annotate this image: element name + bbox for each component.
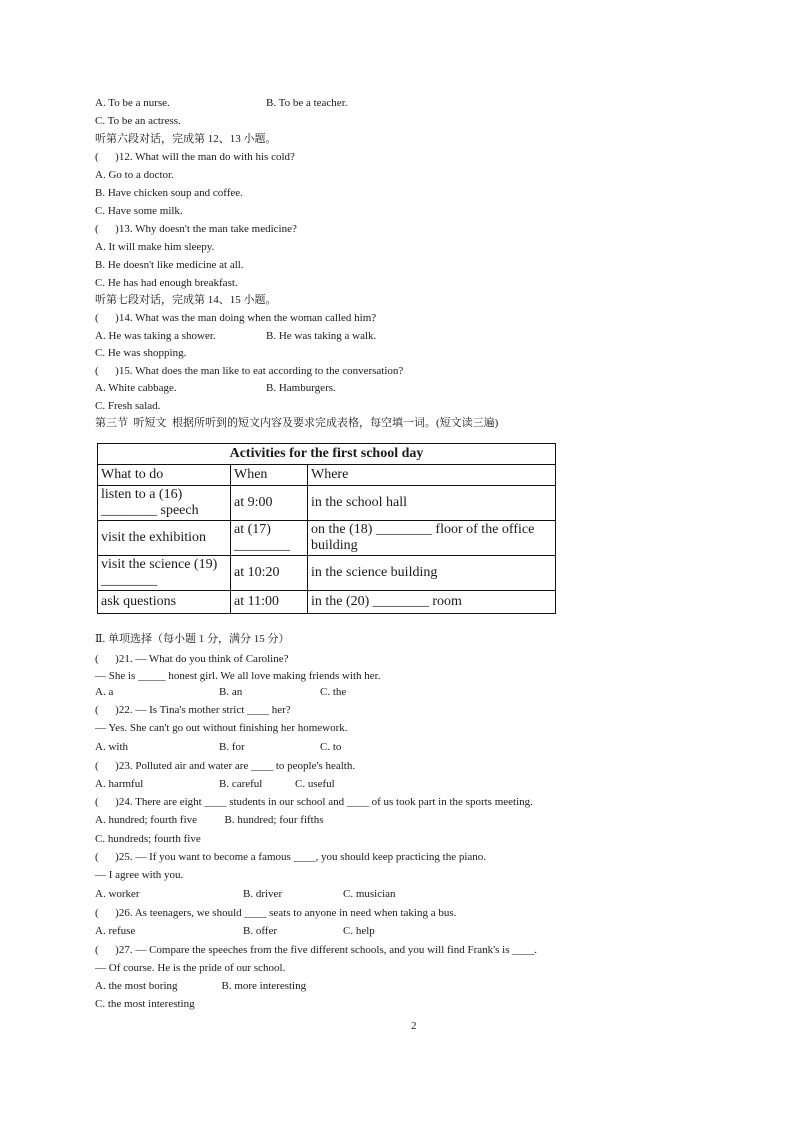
answer-option: B. for xyxy=(219,741,245,753)
answer-option: B. To be a teacher. xyxy=(266,97,348,109)
text-line: ( )25. — If you want to become a famous ____, you should keep practicing the piano. xyxy=(95,851,487,863)
answer-option: B. offer xyxy=(243,925,278,937)
answer-option: C. the xyxy=(320,686,347,698)
text-line: ( )24. There are eight ____ students in our school and ____ of us took part in the sports meeting. xyxy=(95,796,533,808)
text-line: — I agree with you. xyxy=(95,869,184,881)
table-cell: in the school hall xyxy=(308,486,556,521)
answer-option: A. with xyxy=(95,741,128,753)
text-line: A. To be a nurse. xyxy=(95,97,170,109)
text-line: A. He was taking a shower. xyxy=(95,330,216,342)
table-cell: at 10:20 xyxy=(231,556,308,591)
table-cell: in the (20) ________ room xyxy=(308,591,556,614)
answer-option: A. a xyxy=(95,686,114,698)
answer-option: B. careful xyxy=(219,778,263,790)
answer-option: C. to xyxy=(320,741,342,753)
text-line: 第三节 听短文 根据所听到的短文内容及要求完成表格，每空填一词。(短文读三遍) xyxy=(95,417,499,429)
table-cell: at (17) ________ xyxy=(231,521,308,556)
answer-option: B. an xyxy=(219,686,243,698)
answer-option: B. Hamburgers. xyxy=(266,382,336,394)
answer-option: A. worker xyxy=(95,888,140,900)
text-line: ( )26. As teenagers, we should ____ seats to anyone in need when taking a bus. xyxy=(95,907,457,919)
text-line: A. hundred; fourth five B. hundred; four fifths xyxy=(95,814,324,826)
text-line: A. the most boring B. more interesting xyxy=(95,980,307,992)
table-header-when: When xyxy=(231,465,308,486)
text-line: 听第六段对话，完成第 12、13 小题。 xyxy=(95,133,277,145)
text-line: B. Have chicken soup and coffee. xyxy=(95,187,243,199)
text-line: A. Go to a doctor. xyxy=(95,169,174,181)
table-cell: visit the science (19) ________ xyxy=(98,556,231,591)
table-cell: at 9:00 xyxy=(231,486,308,521)
text-line: C. hundreds; fourth five xyxy=(95,833,201,845)
text-line: C. He has had enough breakfast. xyxy=(95,277,238,289)
text-line: ( )23. Polluted air and water are ____ to people's health. xyxy=(95,760,356,772)
answer-option: B. driver xyxy=(243,888,283,900)
text-line: C. Have some milk. xyxy=(95,205,183,217)
text-line: ( )14. What was the man doing when the woman called him? xyxy=(95,312,377,324)
answer-option: A. refuse xyxy=(95,925,136,937)
table-header-what: What to do xyxy=(98,465,231,486)
text-line: Ⅱ. 单项选择（每小题 1 分，满分 15 分） xyxy=(95,633,290,645)
text-line: 听第七段对话，完成第 14、15 小题。 xyxy=(95,294,277,306)
answer-option: C. useful xyxy=(295,778,335,790)
table-row xyxy=(98,556,556,591)
table-cell: at 11:00 xyxy=(231,591,308,614)
text-line: — She is _____ honest girl. We all love making friends with her. xyxy=(95,670,381,682)
answer-option: C. musician xyxy=(343,888,396,900)
table-cell: ask questions xyxy=(98,591,231,614)
text-line: A. White cabbage. xyxy=(95,382,177,394)
text-line: ( )13. Why doesn't the man take medicine? xyxy=(95,223,297,235)
table-cell: on the (18) ________ floor of the office building xyxy=(308,521,556,556)
answer-option: B. He was taking a walk. xyxy=(266,330,377,342)
table-cell: in the science building xyxy=(308,556,556,591)
text-line: C. the most interesting xyxy=(95,998,195,1010)
text-line: ( )27. — Compare the speeches from the five different schools, and you will find Frank's is ____. xyxy=(95,944,537,956)
table-title: Activities for the first school day xyxy=(98,444,556,465)
text-line: ( )21. — What do you think of Caroline? xyxy=(95,653,289,665)
table-row xyxy=(98,591,556,614)
text-line: C. He was shopping. xyxy=(95,347,187,359)
table-cell: visit the exhibition xyxy=(98,521,231,556)
table-header-where: Where xyxy=(308,465,556,486)
text-line: ( )22. — Is Tina's mother strict ____ her? xyxy=(95,704,291,716)
text-line: — Yes. She can't go out without finishing her homework. xyxy=(95,722,348,734)
text-line: — Of course. He is the pride of our school. xyxy=(95,962,286,974)
table-row xyxy=(98,486,556,521)
text-line: C. To be an actress. xyxy=(95,115,181,127)
text-line: ( )12. What will the man do with his cold? xyxy=(95,151,295,163)
text-line: B. He doesn't like medicine at all. xyxy=(95,259,244,271)
text-line: A. It will make him sleepy. xyxy=(95,241,215,253)
table-cell: listen to a (16) ________ speech xyxy=(98,486,231,521)
text-line: ( )15. What does the man like to eat according to the conversation? xyxy=(95,365,404,377)
activities-table xyxy=(97,443,556,614)
table-row xyxy=(98,521,556,556)
page-number: 2 xyxy=(411,1020,417,1032)
answer-option: A. harmful xyxy=(95,778,144,790)
text-line: C. Fresh salad. xyxy=(95,400,161,412)
answer-option: C. help xyxy=(343,925,375,937)
